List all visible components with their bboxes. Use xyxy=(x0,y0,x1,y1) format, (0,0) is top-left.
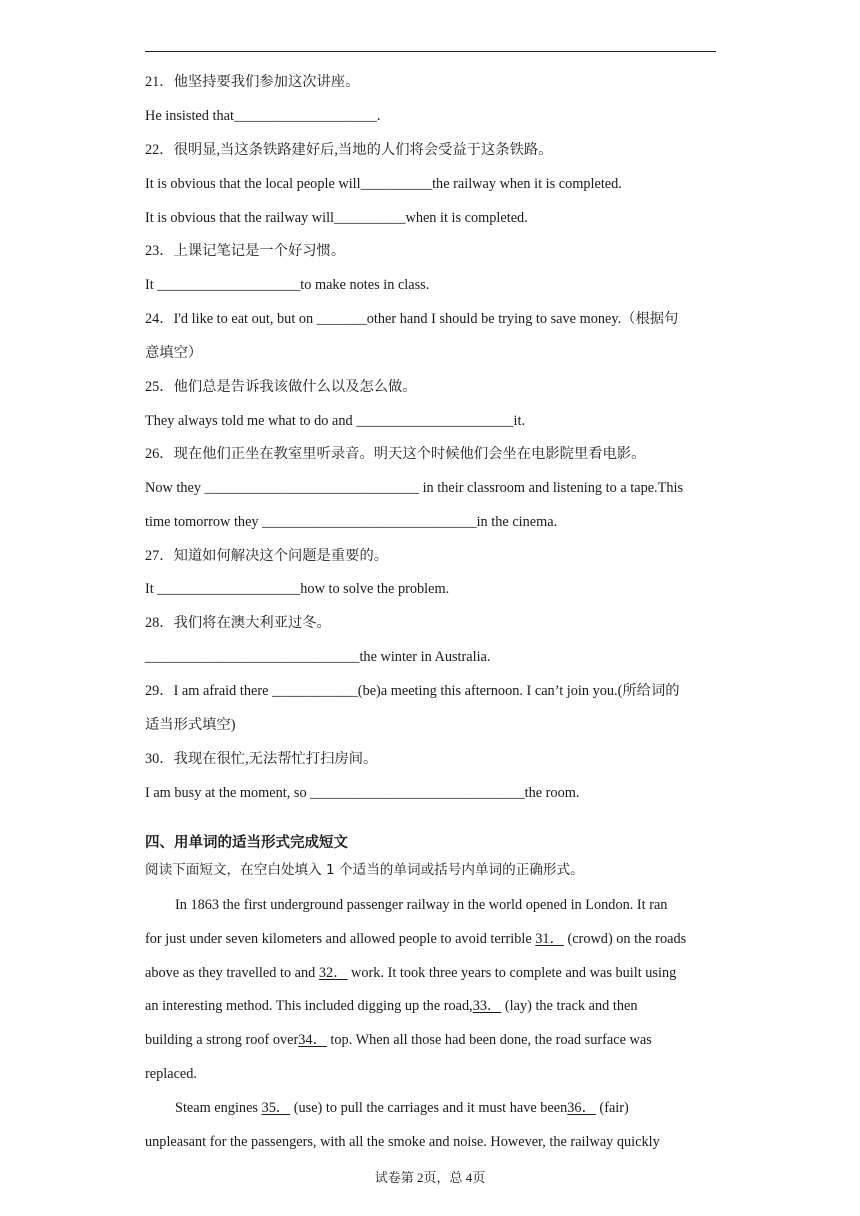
q24-line-1: 24．I'd like to eat out, but on _______other hand I should be trying to save money.（根据句 xyxy=(145,311,679,327)
q24-line-2: 意填空） xyxy=(145,345,203,361)
passage-line-1: In 1863 the first underground passenger railway in the world opened in London. It ran xyxy=(175,897,668,913)
blank-35[interactable]: 35． xyxy=(261,1100,291,1116)
q27-english: It ____________________how to solve the problem. xyxy=(145,581,450,597)
q28-chinese: 28．我们将在澳大利亚过冬。 xyxy=(145,615,331,631)
passage-line-2 xyxy=(145,932,686,946)
passage-text: (fair) xyxy=(595,1100,629,1116)
page-footer: 试卷第 2页，总 4页 xyxy=(374,1170,486,1185)
passage-text: an interesting method. This included digging up the road, xyxy=(145,998,473,1014)
blank-33[interactable]: 33． xyxy=(472,998,502,1014)
q30-chinese: 30．我现在很忙,无法帮忙打扫房间。 xyxy=(145,751,378,767)
passage-text: above as they travelled to and xyxy=(145,965,319,981)
passage-text: work. It took three years to complete and was built using xyxy=(347,965,677,981)
passage-text: Steam engines xyxy=(175,1100,262,1116)
q23-chinese: 23．上课记笔记是一个好习惯。 xyxy=(145,243,346,259)
blank-31[interactable]: 31． xyxy=(535,931,564,947)
q25-chinese: 25．他们总是告诉我该做什么以及怎么做。 xyxy=(145,379,417,395)
q26-english-2: time tomorrow they ______________________________in the cinema. xyxy=(145,514,558,530)
header-rule xyxy=(145,51,716,52)
passage-line-3 xyxy=(145,966,676,980)
q29-line-2: 适当形式填空) xyxy=(145,717,236,733)
passage-text: for just under seven kilometers and allowed people to avoid terrible xyxy=(145,931,536,947)
passage-text: (lay) the track and then xyxy=(501,998,638,1014)
passage-line-8: unpleasant for the passengers, with all the smoke and noise. However, the railway quickly xyxy=(145,1134,660,1150)
q23-english: It ____________________to make notes in class. xyxy=(145,277,430,293)
q22-english-1: It is obvious that the local people will__________the railway when it is completed. xyxy=(145,176,622,192)
q27-chinese: 27．知道如何解决这个问题是重要的。 xyxy=(145,548,389,564)
blank-36[interactable]: 36． xyxy=(567,1100,596,1116)
passage-text: (crowd) on the roads xyxy=(563,931,687,947)
q21-chinese: 21．他坚持要我们参加这次讲座。 xyxy=(145,74,360,90)
q25-english: They always told me what to do and ______________________it. xyxy=(145,413,526,429)
section-4-instruction: 阅读下面短文，在空白处填入 1 个适当的单词或括号内单词的正确形式。 xyxy=(145,862,584,878)
blank-34[interactable]: 34． xyxy=(298,1032,327,1048)
blank-32[interactable]: 32． xyxy=(318,965,348,981)
q22-chinese: 22．很明显,当这条铁路建好后,当地的人们将会受益于这条铁路。 xyxy=(145,142,553,158)
q26-english-1: Now they ______________________________ in their classroom and listening to a tape.This xyxy=(145,480,684,496)
passage-line-4 xyxy=(145,999,637,1013)
section-4-title: 四、用单词的适当形式完成短文 xyxy=(145,835,348,851)
q21-english: He insisted that____________________. xyxy=(145,108,381,124)
q22-english-2: It is obvious that the railway will__________when it is completed. xyxy=(145,210,528,226)
passage-text: building a strong roof over xyxy=(145,1032,299,1048)
passage-text: (use) to pull the carriages and it must have been xyxy=(290,1100,568,1116)
passage-line-5 xyxy=(145,1033,652,1047)
passage-line-6: replaced. xyxy=(145,1066,197,1082)
passage-line-7 xyxy=(175,1101,629,1115)
q26-chinese: 26．现在他们正坐在教室里听录音。明天这个时候他们会坐在电影院里看电影。 xyxy=(145,446,646,462)
q29-line-1: 29．I am afraid there ____________(be)a meeting this afternoon. I can’t join you.(所给词的 xyxy=(145,683,680,699)
q28-english: ______________________________the winter in Australia. xyxy=(145,649,491,665)
q30-english: I am busy at the moment, so ______________________________the room. xyxy=(145,785,580,801)
passage-text: top. When all those had been done, the road surface was xyxy=(326,1032,652,1048)
